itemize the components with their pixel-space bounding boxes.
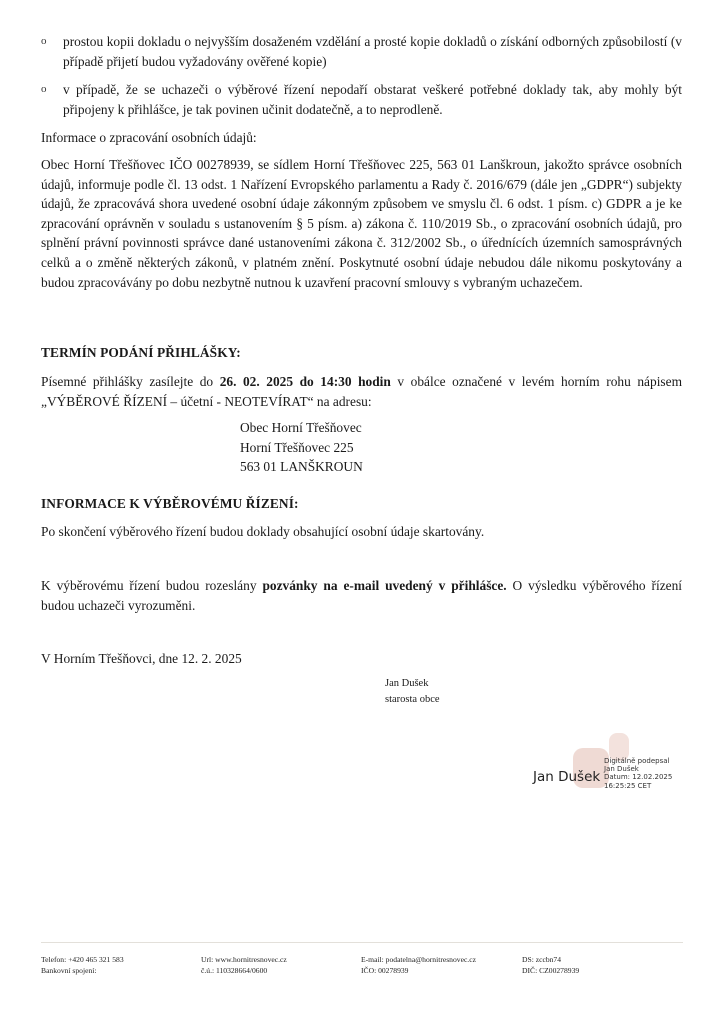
info-paragraph-invitations [41, 576, 682, 615]
signer-block [385, 676, 440, 708]
address-line: 563 01 LANŠKROUN [240, 459, 363, 475]
footer-contact [41, 955, 124, 976]
footer-divider [41, 942, 683, 943]
deadline-heading: TERMÍN PODÁNÍ PŘIHLÁŠKY: [41, 345, 241, 360]
footer-url[interactable]: Url: www.hornitresnovec.cz [201, 955, 287, 964]
gdpr-title: Informace o zpracování osobních údajů: [41, 130, 257, 145]
info-heading: INFORMACE K VÝBĚROVÉMU ŘÍZENÍ: [41, 496, 299, 511]
digital-signature-details [604, 757, 672, 790]
bullet-item-missing-documents [41, 80, 682, 119]
signature-line: 16:25:25 CET [604, 781, 652, 790]
invitations-text-before: K výběrovému řízení budou rozeslány [41, 578, 263, 593]
gdpr-body: Obec Horní Třešňovec IČO 00278939, se sídlem Horní Třešňovec 225, 563 01 Lanškroun, jakožto správce osobních údajů, informuje podle čl. 13 odst. 1 Nařízení Evropského parlamentu a Rady č. 2016/679 (dále jen „GDPR“) subjekty údajů, že zpracovává shora uvedené osobní údaje zákonným způsobem ve smyslu čl. 6 odst. 1 písm. c) GDPR a je ke zpracování oprávněn v souladu s ustanovením § 5 písm. a) zákona č. 110/2019 Sb., o zpracování osobních údajů, pro splnění právní povinnosti správce dané ustanoveními zákona č. 312/2002 Sb., o úřednících územních samosprávných celků a o změně některých zákonů, v platném znění. Poskytnuté osobní údaje nebudou dále nikomu poskytovány a budou zpracovávány po dobu nezbytně nutnou k uzavření pracovní smlouvy s vybraným uchazečem. [41, 157, 682, 290]
footer-ico: IČO: 00278939 [361, 965, 409, 975]
footer-ids [522, 955, 579, 976]
footer-email[interactable]: E-mail: podatelna@hornitresnovec.cz [361, 955, 476, 964]
mailing-address [240, 418, 363, 477]
signature-line: Digitálně podepsal [604, 757, 670, 765]
info-paragraph-shredding: Po skončení výběrového řízení budou doklady obsahující osobní údaje skartovány. [41, 524, 485, 539]
bullet-item-copies [41, 32, 682, 71]
digital-signature-name: Jan Dušek [533, 769, 601, 785]
invitations-bold: pozvánky na e-mail uvedený v přihlášce. [262, 578, 507, 593]
footer-ds: DS: zccbn74 [522, 955, 562, 964]
footer-web [201, 955, 287, 976]
footer-phone: Telefon: +420 465 321 583 [41, 955, 124, 964]
signature-line: Datum: 12.02.2025 [604, 773, 673, 782]
deadline-text-before: Písemné přihlášky zasílejte do [41, 374, 220, 389]
hollow-circle-bullet-icon: o [41, 35, 47, 47]
signer-name: Jan Dušek [385, 678, 429, 689]
footer-bank-label: Bankovní spojení: [41, 965, 97, 975]
signer-title: starosta obce [385, 694, 440, 705]
bullet-text: v případě, že se uchazeči o výběrové řízení nepodaří obstarat veškeré potřebné doklady tak, aby mohly být připojeny k přihlášce, je tak povinen učinit dodatečně, a to neprodleně. [63, 82, 682, 117]
deadline-paragraph [41, 372, 682, 411]
footer-dic: DIČ: CZ00278939 [522, 965, 580, 975]
hollow-circle-bullet-icon: o [41, 83, 47, 95]
signature-line: Jan Dušek [604, 765, 639, 774]
deadline-date: 26. 02. 2025 do 14:30 hodin [219, 374, 391, 389]
footer-account: č.ú.: 110328664/0600 [201, 965, 268, 975]
address-line: Obec Horní Třešňovec [240, 420, 362, 435]
place-and-date: V Horním Třešňovci, dne 12. 2. 2025 [41, 651, 242, 666]
footer-email-block [361, 955, 476, 976]
deadline-text-after: v obálce označené v levém horním rohu nápisem „VÝBĚROVÉ ŘÍZENÍ – účetní - NEOTEVÍRAT“ na adresu: [41, 374, 682, 409]
bullet-text: prostou kopii dokladu o nejvyšším dosaženém vzdělání a prosté kopie dokladů o získání odborných způsobilostí (v případě přijetí budou vyžadovány ověřené kopie) [63, 34, 682, 69]
invitations-text-after: O výsledku výběrového řízení budou uchazeči vyrozuměni. [41, 578, 683, 613]
address-line: Horní Třešňovec 225 [240, 439, 354, 455]
